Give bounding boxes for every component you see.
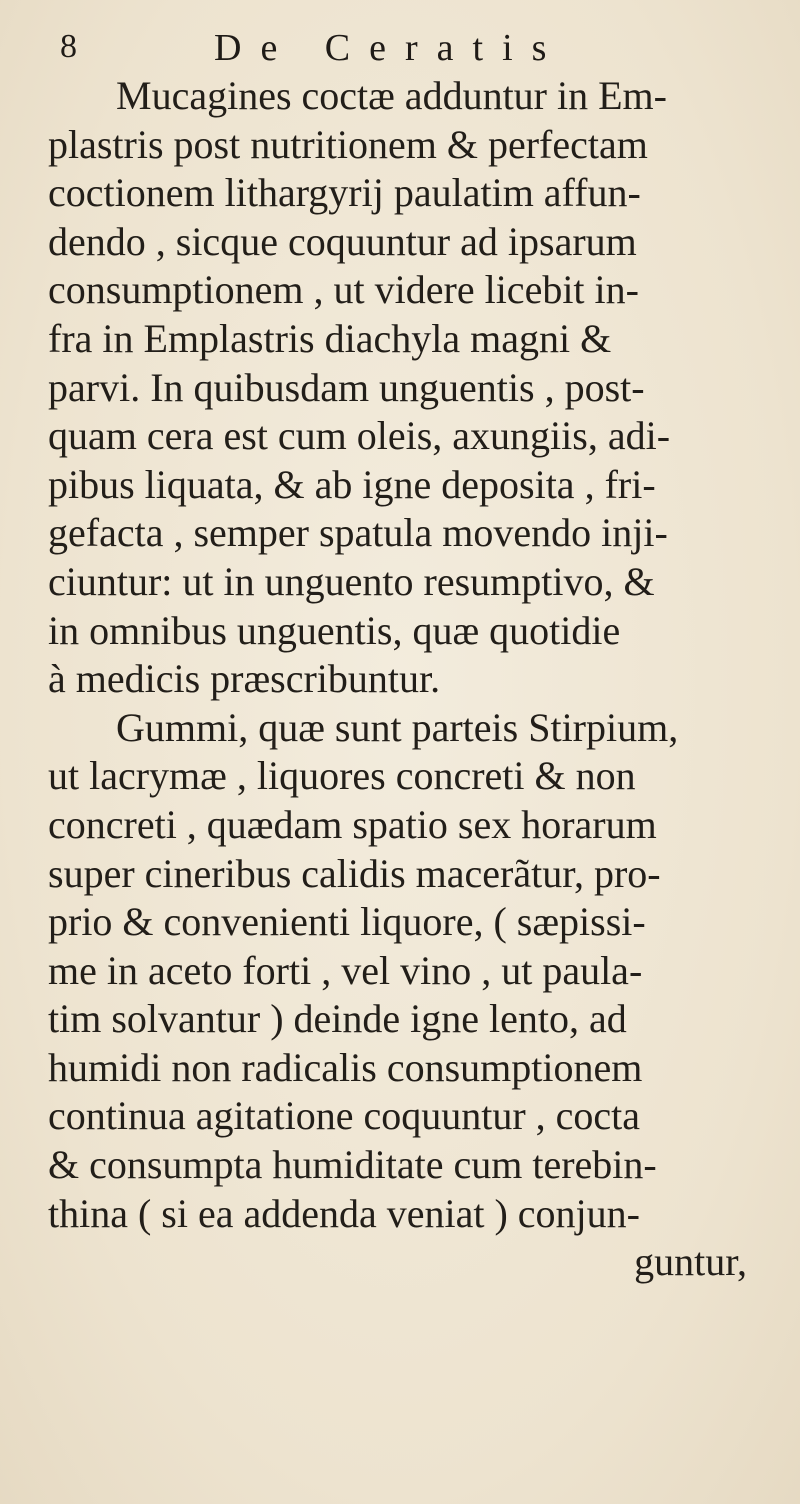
text-line: ut lacrymæ , liquores concreti & non: [48, 753, 636, 799]
text-line: concreti , quædam spatio sex horarum: [48, 801, 657, 847]
text-line: fra in Emplastris diachyla magni &: [48, 315, 612, 361]
text-line: prio & convenienti liquore, ( sæpissi-: [48, 899, 646, 945]
paragraph: [48, 704, 773, 1287]
text-line: dendo , sicque coquuntur ad ipsarum: [48, 218, 637, 264]
text-line: à medicis præscribuntur.: [48, 656, 441, 702]
text-line: tim solvantur ) deinde igne lento, ad: [48, 996, 627, 1042]
page-number: 8: [60, 28, 77, 65]
running-head: De Ceratis: [214, 27, 566, 69]
body-text: [48, 72, 773, 1287]
text-line: pibus liquata, & ab igne deposita , fri-: [48, 461, 656, 507]
text-line: in omnibus unguentis, quæ quotidie: [48, 607, 621, 653]
text-line: me in aceto forti , vel vino , ut paula-: [48, 947, 643, 993]
text-line: parvi. In quibusdam unguentis , post-: [48, 364, 645, 410]
text-line: continua agitatione coquuntur , cocta: [48, 1093, 641, 1139]
text-line: Mucagines coctæ adduntur in Em-: [116, 73, 667, 118]
text-line: gefacta , semper spatula movendo inji-: [48, 510, 668, 556]
text-line: consumptionem , ut videre licebit in-: [48, 267, 639, 313]
page-header: [0, 26, 800, 76]
catchword: guntur,: [634, 1239, 747, 1285]
text-line: & consumpta humiditate cum terebin-: [48, 1142, 657, 1188]
text-line: ciuntur: ut in unguento resumptivo, &: [48, 558, 655, 604]
text-line: quam cera est cum oleis, axungiis, adi-: [48, 413, 671, 459]
paragraph: [48, 72, 773, 704]
text-line: humidi non radicalis consumptionem: [48, 1044, 643, 1090]
text-line: super cineribus calidis macerãtur, pro-: [48, 850, 661, 896]
text-line: coctionem lithargyrij paulatim affun-: [48, 170, 641, 216]
text-line: thina ( si ea addenda veniat ) conjun-: [48, 1190, 640, 1236]
text-line: Gummi, quæ sunt parteis Stirpium,: [116, 704, 679, 750]
text-line: plastris post nutritionem & perfectam: [48, 121, 648, 167]
